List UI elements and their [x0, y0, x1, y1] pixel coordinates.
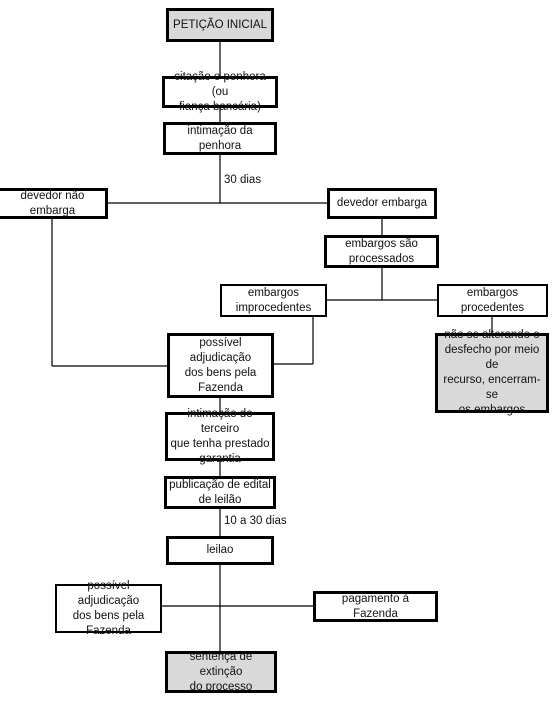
- node-devedor-embarga: devedor embarga: [327, 188, 437, 219]
- label-10-a-30-dias: 10 a 30 dias: [224, 515, 287, 527]
- node-citacao-penhora: citação e penhora (ou fiança bancária): [162, 76, 278, 108]
- node-embargos-improcedentes: embargos improcedentes: [220, 284, 327, 317]
- node-possivel-adjudicacao-1: possível adjudicação dos bens pela Fazenda: [167, 333, 274, 398]
- node-intimacao-penhora: intimação da penhora: [163, 122, 277, 155]
- label-30-dias: 30 dias: [224, 174, 262, 186]
- node-pagamento-fazenda: pagamento à Fazenda: [313, 591, 438, 622]
- node-devedor-nao-embarga: devedor não embarga: [0, 188, 108, 219]
- node-possivel-adjudicacao-2: possível adjudicação dos bens pela Fazenda: [55, 584, 162, 633]
- node-publicacao-edital: publicação de edital de leilão: [164, 476, 276, 509]
- node-sentenca-extincao: sentença de extinção do processo: [165, 651, 277, 693]
- node-peticao-inicial: PETIÇÃO INICIAL: [166, 8, 274, 42]
- node-embargos-procedentes: embargos procedentes: [437, 284, 548, 317]
- node-leilao: leilao: [166, 536, 274, 565]
- node-embargos-processados: embargos são processados: [324, 235, 439, 268]
- node-encerram-embargos: não se alterando o desfecho por meio de recurso, encerram-se os embargos: [435, 333, 549, 413]
- node-intimacao-terceiro: intimação do terceiro que tenha prestado garantia: [165, 412, 275, 461]
